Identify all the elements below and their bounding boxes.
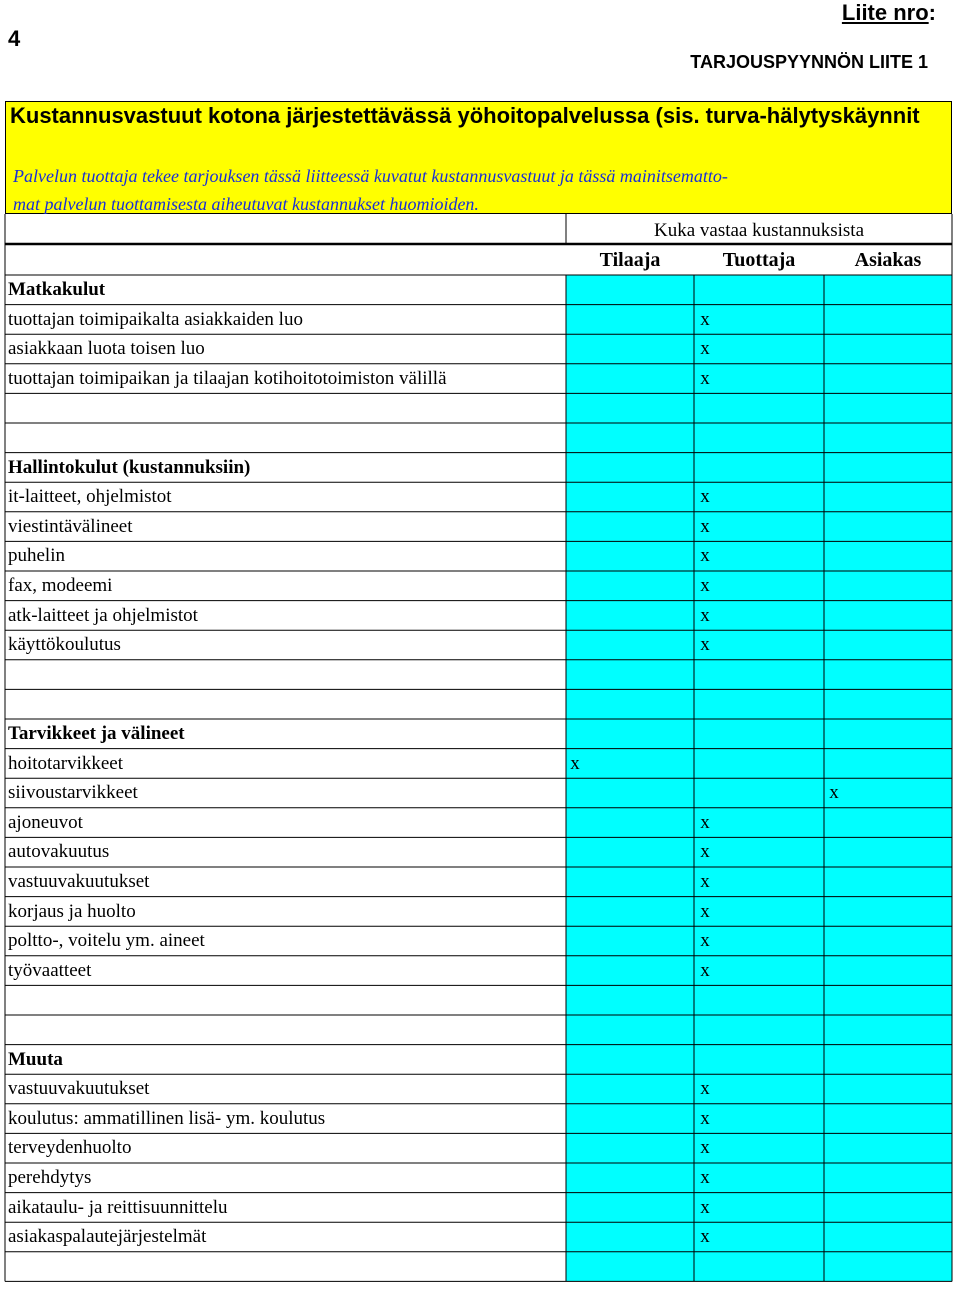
row-label: työvaatteet [8,959,92,981]
column-header-tuottaja: Tuottaja [722,249,796,271]
row-label: vastuuvakuutukset [8,1078,150,1100]
responsibility-mark: x [570,752,580,774]
responsibility-mark: x [700,604,710,626]
column-header-tilaaja: Tilaaja [599,249,661,271]
responsibility-mark: x [700,515,710,537]
row-label: atk-laitteet ja ohjelmistot [8,604,198,626]
row-label: koulutus: ammatillinen lisä- ym. koulutus [8,1107,326,1129]
notice-line-1: Palvelun tuottaja tekee tarjouksen tässä liitteessä kuvatut kustannusvastuut ja tässä mainitsematto- [13,166,728,186]
responsibility-mark: x [700,841,710,863]
row-label: puhelin [8,545,65,567]
row-label: siivoustarvikkeet [8,782,138,804]
page-title: Kustannusvastuut kotona järjestettävässä yöhoitopalvelussa (sis. turva-hälytyskäynnit [10,103,920,128]
row-label: ajoneuvot [8,811,83,833]
responsibility-mark: x [700,959,710,981]
responsibility-mark: x [700,545,710,567]
responsibility-mark: x [700,1196,710,1218]
page-number: 4 [8,26,21,51]
section-heading: Muuta [8,1048,63,1070]
row-label: hoitotarvikkeet [8,752,124,774]
notice-line-2: mat palvelun tuottamisesta aiheutuvat kustannukset huomioiden. [13,194,479,214]
attachment-title: TARJOUSPYYNNÖN LIITE 1 [690,52,928,72]
responsibility-mark: x [700,1078,710,1100]
responsibility-mark: x [700,871,710,892]
responsibility-mark: x [700,486,710,508]
responsibility-mark: x [700,308,710,330]
row-label: tuottajan toimipaikalta asiakkaiden luo [8,308,303,330]
responsibility-mark: x [700,575,710,596]
row-label: it-laitteet, ohjelmistot [8,486,172,508]
responsibility-mark: x [700,634,710,656]
responsibility-mark: x [700,900,710,922]
section-heading: Tarvikkeet ja välineet [8,723,185,744]
responsibility-mark: x [700,811,710,833]
row-label: autovakuutus [8,841,110,863]
section-heading: Matkakulut [8,279,106,300]
responsibility-mark: x [700,1226,710,1248]
responsibility-mark: x [700,338,710,360]
row-label: asiakkaan luota toisen luo [8,338,205,360]
responsibility-title: Kuka vastaa kustannuksista [653,220,864,241]
row-label: terveydenhuolto [8,1137,132,1159]
row-label: poltto-, voitelu ym. aineet [8,930,205,952]
responsibility-mark: x [700,1167,710,1188]
attachment-number-colon: : [928,0,936,25]
responsibility-mark: x [829,782,839,804]
responsibility-mark: x [700,367,710,389]
column-header-asiakas: Asiakas [854,249,922,271]
row-label: vastuuvakuutukset [8,871,150,892]
row-label: käyttökoulutus [8,634,121,656]
responsibility-mark: x [700,1107,710,1129]
row-label: viestintävälineet [8,515,133,537]
responsibility-mark: x [700,930,710,952]
row-label: korjaus ja huolto [8,900,136,922]
row-label: aikataulu- ja reittisuunnittelu [8,1196,228,1218]
attachment-number-text: Liite nro [841,0,929,25]
row-label: asiakaspalautejärjestelmät [8,1226,207,1248]
row-label: tuottajan toimipaikan ja tilaajan kotihoitotoimiston välillä [8,367,447,389]
section-heading: Hallintokulut (kustannuksiin) [8,456,251,478]
row-label: perehdytys [8,1167,92,1188]
row-label: fax, modeemi [8,575,113,596]
responsibility-mark: x [700,1137,710,1159]
